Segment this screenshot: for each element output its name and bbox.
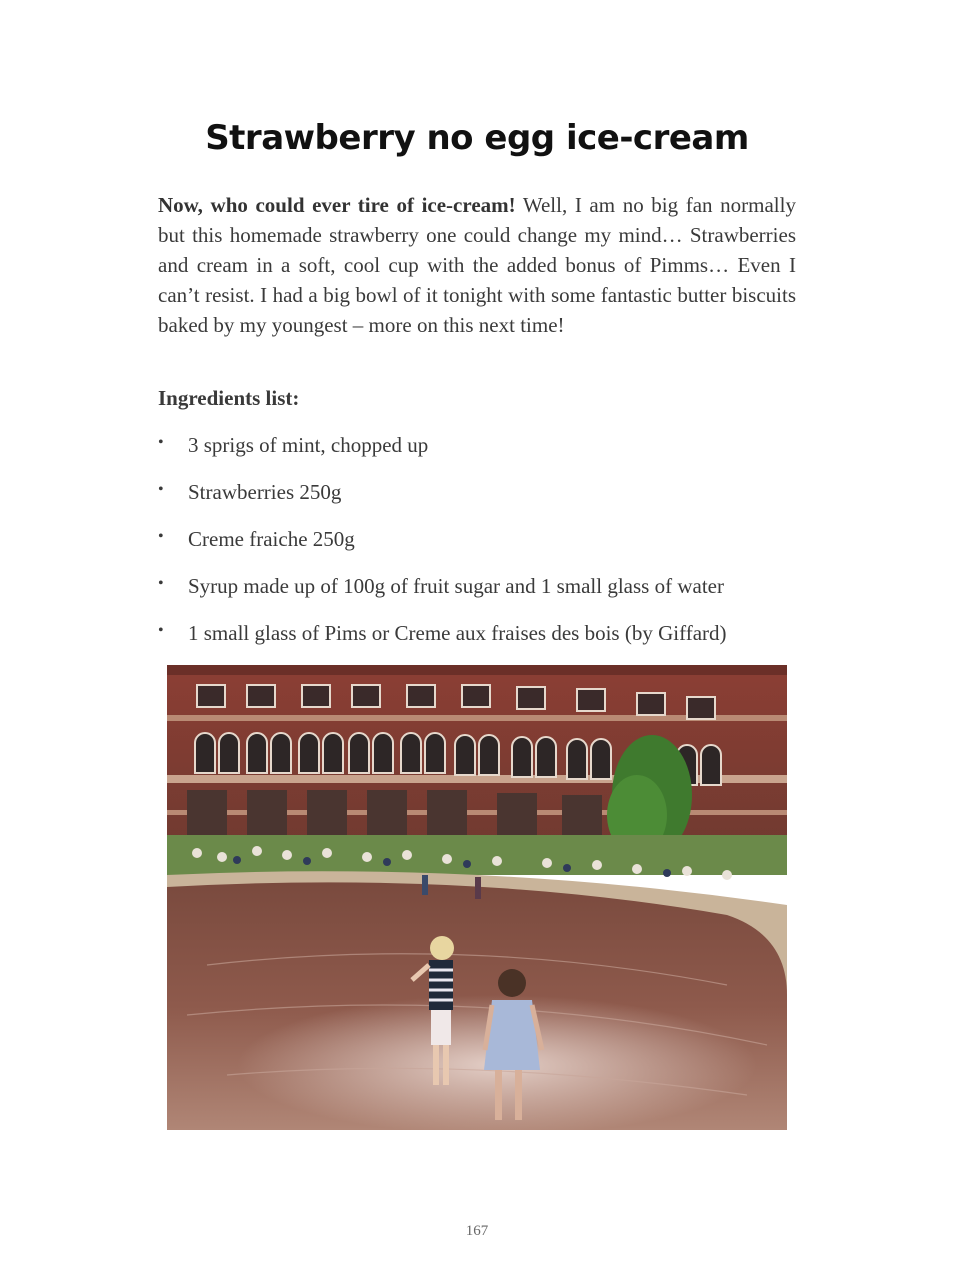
ingredients-heading: Ingredients list: xyxy=(158,386,300,410)
list-item xyxy=(158,571,798,618)
ingredient-text: Creme fraiche 250g xyxy=(188,527,355,551)
bullet-icon: • xyxy=(158,481,164,498)
list-item xyxy=(158,618,798,665)
list-item xyxy=(158,430,798,477)
bullet-icon: • xyxy=(158,434,164,451)
bullet-icon: • xyxy=(158,622,164,639)
page-number: 167 xyxy=(465,1223,489,1239)
ingredient-text: 1 small glass of Pims or Creme aux fraises des bois (by Giffard) xyxy=(188,621,727,645)
intro-text: Well, I am no big fan normally but this homemade strawberry one could change my mind… Strawberries and cream in a soft, cool cup with the added bonus of Pimms… Even I can’t resist. I had a big bowl of it tonight with some fantastic butter biscuits baked by my youngest – more on this next time! xyxy=(158,193,796,337)
ingredient-text: 3 sprigs of mint, chopped up xyxy=(188,433,429,457)
ingredients-list xyxy=(158,430,798,665)
ingredient-text: Strawberries 250g xyxy=(188,480,342,504)
list-item xyxy=(158,524,798,571)
courtyard-fountain-photo xyxy=(167,665,787,1130)
intro-paragraph xyxy=(158,190,796,340)
intro-lead: Now, who could ever tire of ice-cream! xyxy=(158,193,516,217)
bullet-icon: • xyxy=(158,575,164,592)
page-title: Strawberry no egg ice-cream xyxy=(205,118,749,158)
bullet-icon: • xyxy=(158,528,164,545)
list-item xyxy=(158,477,798,524)
ingredient-text: Syrup made up of 100g of fruit sugar and 1 small glass of water xyxy=(188,574,724,598)
